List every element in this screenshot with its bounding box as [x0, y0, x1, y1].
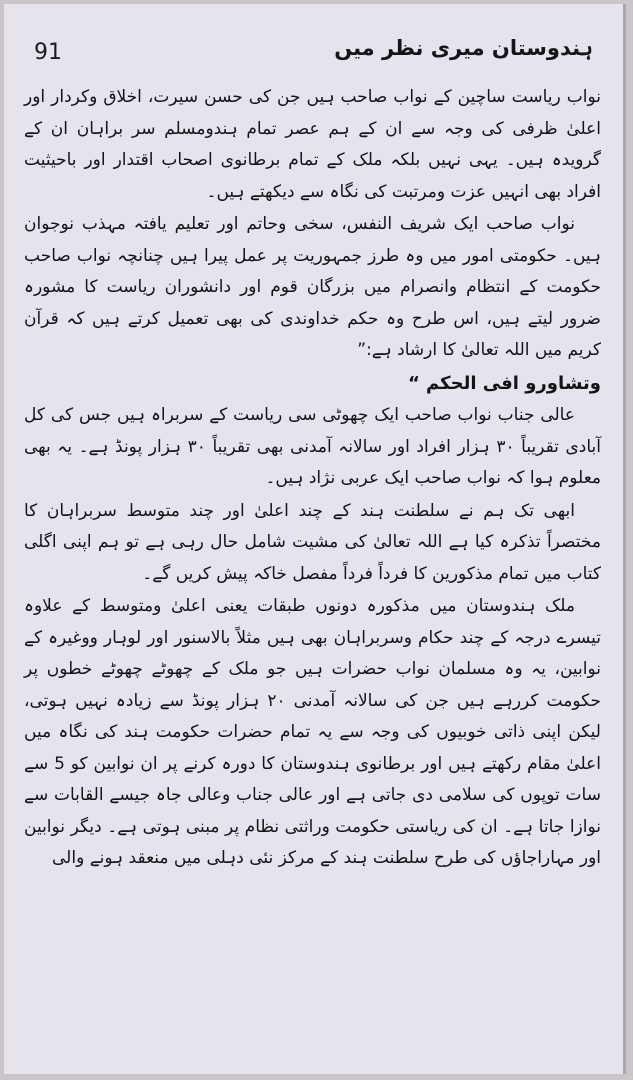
page-number: 91 — [34, 40, 62, 65]
paragraph: ابھی تک ہم نے سلطنت ہند کے چند اعلیٰ اور چند متوسط سربراہان کا مختصراً تذکرہ کیا ہے اللہ تعالیٰ کی مشیت شامل حال رہی ہے تو ہم اپنی اگلی کتاب میں تمام مذکورین کا فرداً فرداً مفصل خاکہ پیش کریں گے۔ — [24, 500, 601, 584]
quranic-quote: وتشاورو افی الحکم “ — [407, 372, 601, 394]
running-head: ہندوستان میری نظر میں — [334, 36, 593, 60]
paragraph: عالی جناب نواب صاحب ایک چھوٹی سی ریاست کے سربراہ ہیں جس کی کل آبادی تقریباً ۳۰ ہزار افراد اور سالانہ آمدنی بھی تقریباً ۳۰ ہزار پونڈ ہے۔ یہ بھی معلوم ہوا کہ نواب صاحب ایک عربی نژاد ہیں۔ — [24, 405, 601, 488]
body-text — [24, 82, 601, 876]
book-page — [4, 4, 626, 1074]
paragraph: نواب ریاست ساچین کے نواب صاحب ہیں جن کی حسن سیرت، اخلاق وکردار اور اعلیٰ ظرفی کی وجہ سے ان کے ہم عصر تمام ہندومسلم سر براہان ان کے گرویدہ ہیں۔ یہی نہیں بلکہ ملک کے تمام برطانوی اصحاب اقتدار اور باحیثیت افراد بھی انہیں عزت ومرتبت کی نگاہ سے دیکھتے ہیں۔ — [24, 87, 601, 202]
paragraph: نواب صاحب ایک شریف النفس، سخی وحاتم اور تعلیم یافتہ مہذب نوجوان ہیں۔ حکومتی امور میں وہ طرز جمہوریت پر عمل پیرا ہیں چنانچہ نواب صاحب حکومت کے انتظام وانصرام میں بزرگان قوم اور دانشوران ریاست کا مشورہ ضرور لیتے ہیں، اس طرح وہ حکم خداوندی کی بھی تعمیل کرتے ہیں کہ قرآن کریم میں اللہ تعالیٰ کا ارشاد ہے:” — [24, 214, 601, 360]
paragraph: ملک ہندوستان میں مذکورہ دونوں طبقات یعنی اعلیٰ ومتوسط کے علاوہ تیسرے درجہ کے چند حکام وسربراہان بھی ہیں مثلاً بالاسنور اور لوہار ووغیرہ کے نوابین، یہ وہ مسلمان نواب حضرات ہیں جو ملک کے چھوٹے چھوٹے خطوں پر حکومت کررہے ہیں جن کی سالانہ آمدنی ۲۰ ہزار پونڈ سے زیادہ نہیں ہوتی، لیکن اپنی ذاتی خوبیوں کی وجہ سے یہ تمام حضرات حکومت ہند کی نگاہ میں اعلیٰ مقام رکھتے ہیں اور برطانوی ہندوستان کا دورہ کرنے پر ان نوابین کو 5 سے سات توپوں کی سلامی دی جاتی ہے اور عالی جناب وعالی جاہ جیسے القابات سے نوازا جاتا ہے۔ ان کی ریاستی حکومت وراثتی نظام پر مبنی ہوتی ہے۔ دیگر نوابین اور مہاراجاؤں کی طرح سلطنت ہند کے مرکز نئی دہلی میں منعقد ہونے والی — [24, 596, 602, 868]
